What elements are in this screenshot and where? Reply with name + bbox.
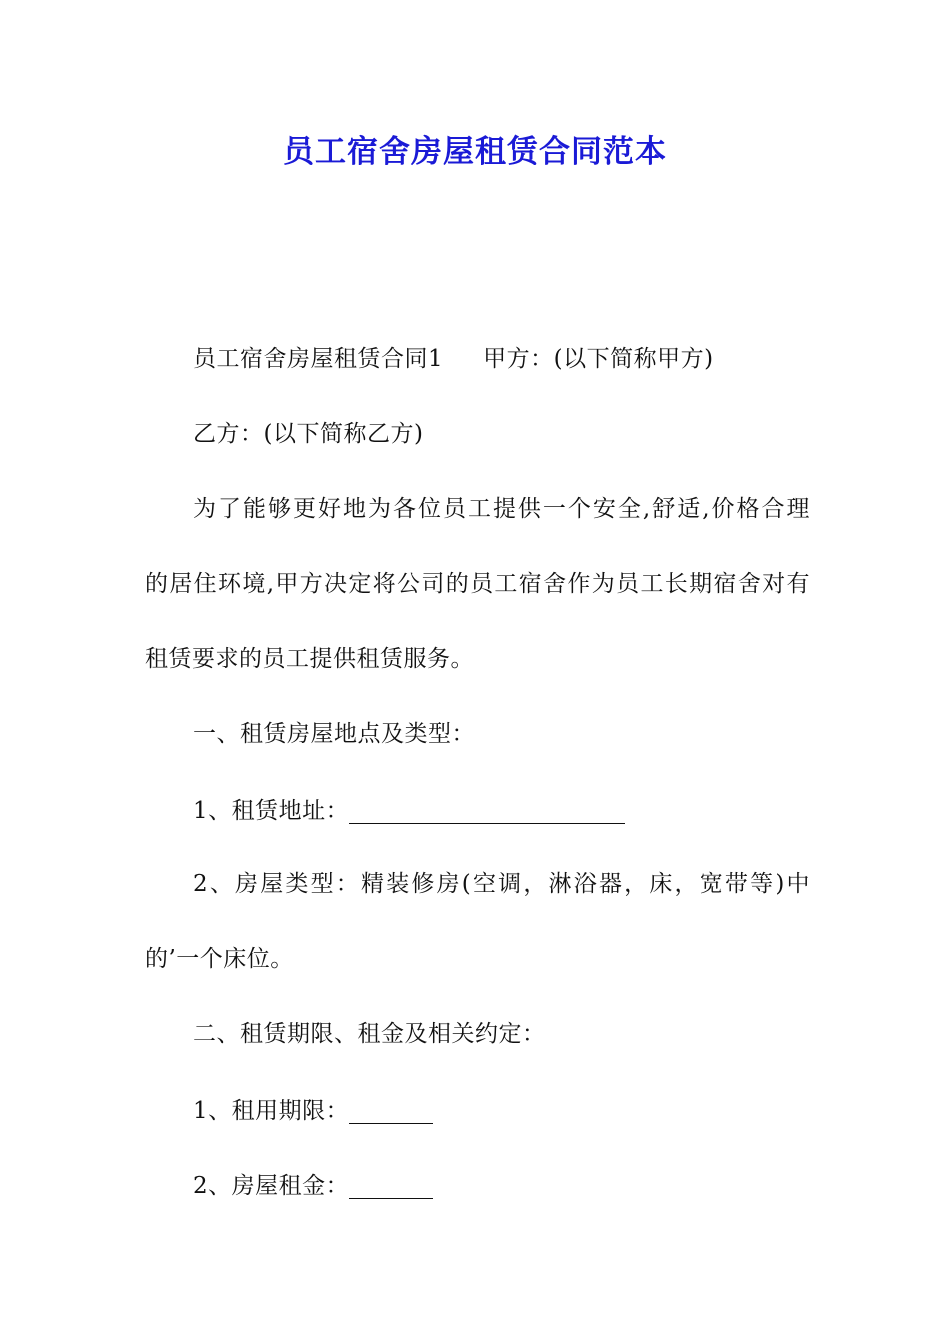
item-house-type-line-2: 的’一个床位。	[145, 946, 294, 972]
intro-line-3: 租赁要求的员工提供租赁服务。	[145, 646, 474, 672]
house-rent-label: 2、房屋租金：	[193, 1173, 350, 1199]
party-a-label: 甲方：(以下简称甲方)	[483, 346, 714, 372]
heading-line	[193, 339, 810, 379]
section-2-heading: 二、租赁期限、租金及相关约定：	[193, 1021, 546, 1047]
party-b-label: 乙方：(以下简称乙方)	[193, 421, 424, 447]
rental-address-label: 1、租赁地址：	[193, 798, 350, 824]
item-rental-period	[193, 1089, 810, 1131]
item-house-rent	[193, 1164, 810, 1206]
intro-line-1: 为了能够更好地为各位员工提供一个安全,舒适,价格合理	[193, 496, 810, 522]
rental-period-label: 1、租用期限：	[193, 1098, 350, 1124]
item-rental-address	[193, 789, 810, 831]
rental-period-blank[interactable]	[349, 1095, 433, 1124]
document-title: 员工宿舍房屋租赁合同范本	[283, 134, 667, 170]
section-1-heading: 一、租赁房屋地点及类型：	[193, 721, 475, 747]
rental-address-blank[interactable]	[349, 795, 625, 824]
contract-heading: 员工宿舍房屋租赁合同1	[193, 346, 444, 372]
intro-line-2: 的居住环境,甲方决定将公司的员工宿舍作为员工长期宿舍对有	[145, 571, 810, 597]
item-house-type-line-1: 2、房屋类型：精装修房(空调，淋浴器，床，宽带等)中	[193, 871, 810, 897]
house-rent-blank[interactable]	[349, 1170, 433, 1199]
